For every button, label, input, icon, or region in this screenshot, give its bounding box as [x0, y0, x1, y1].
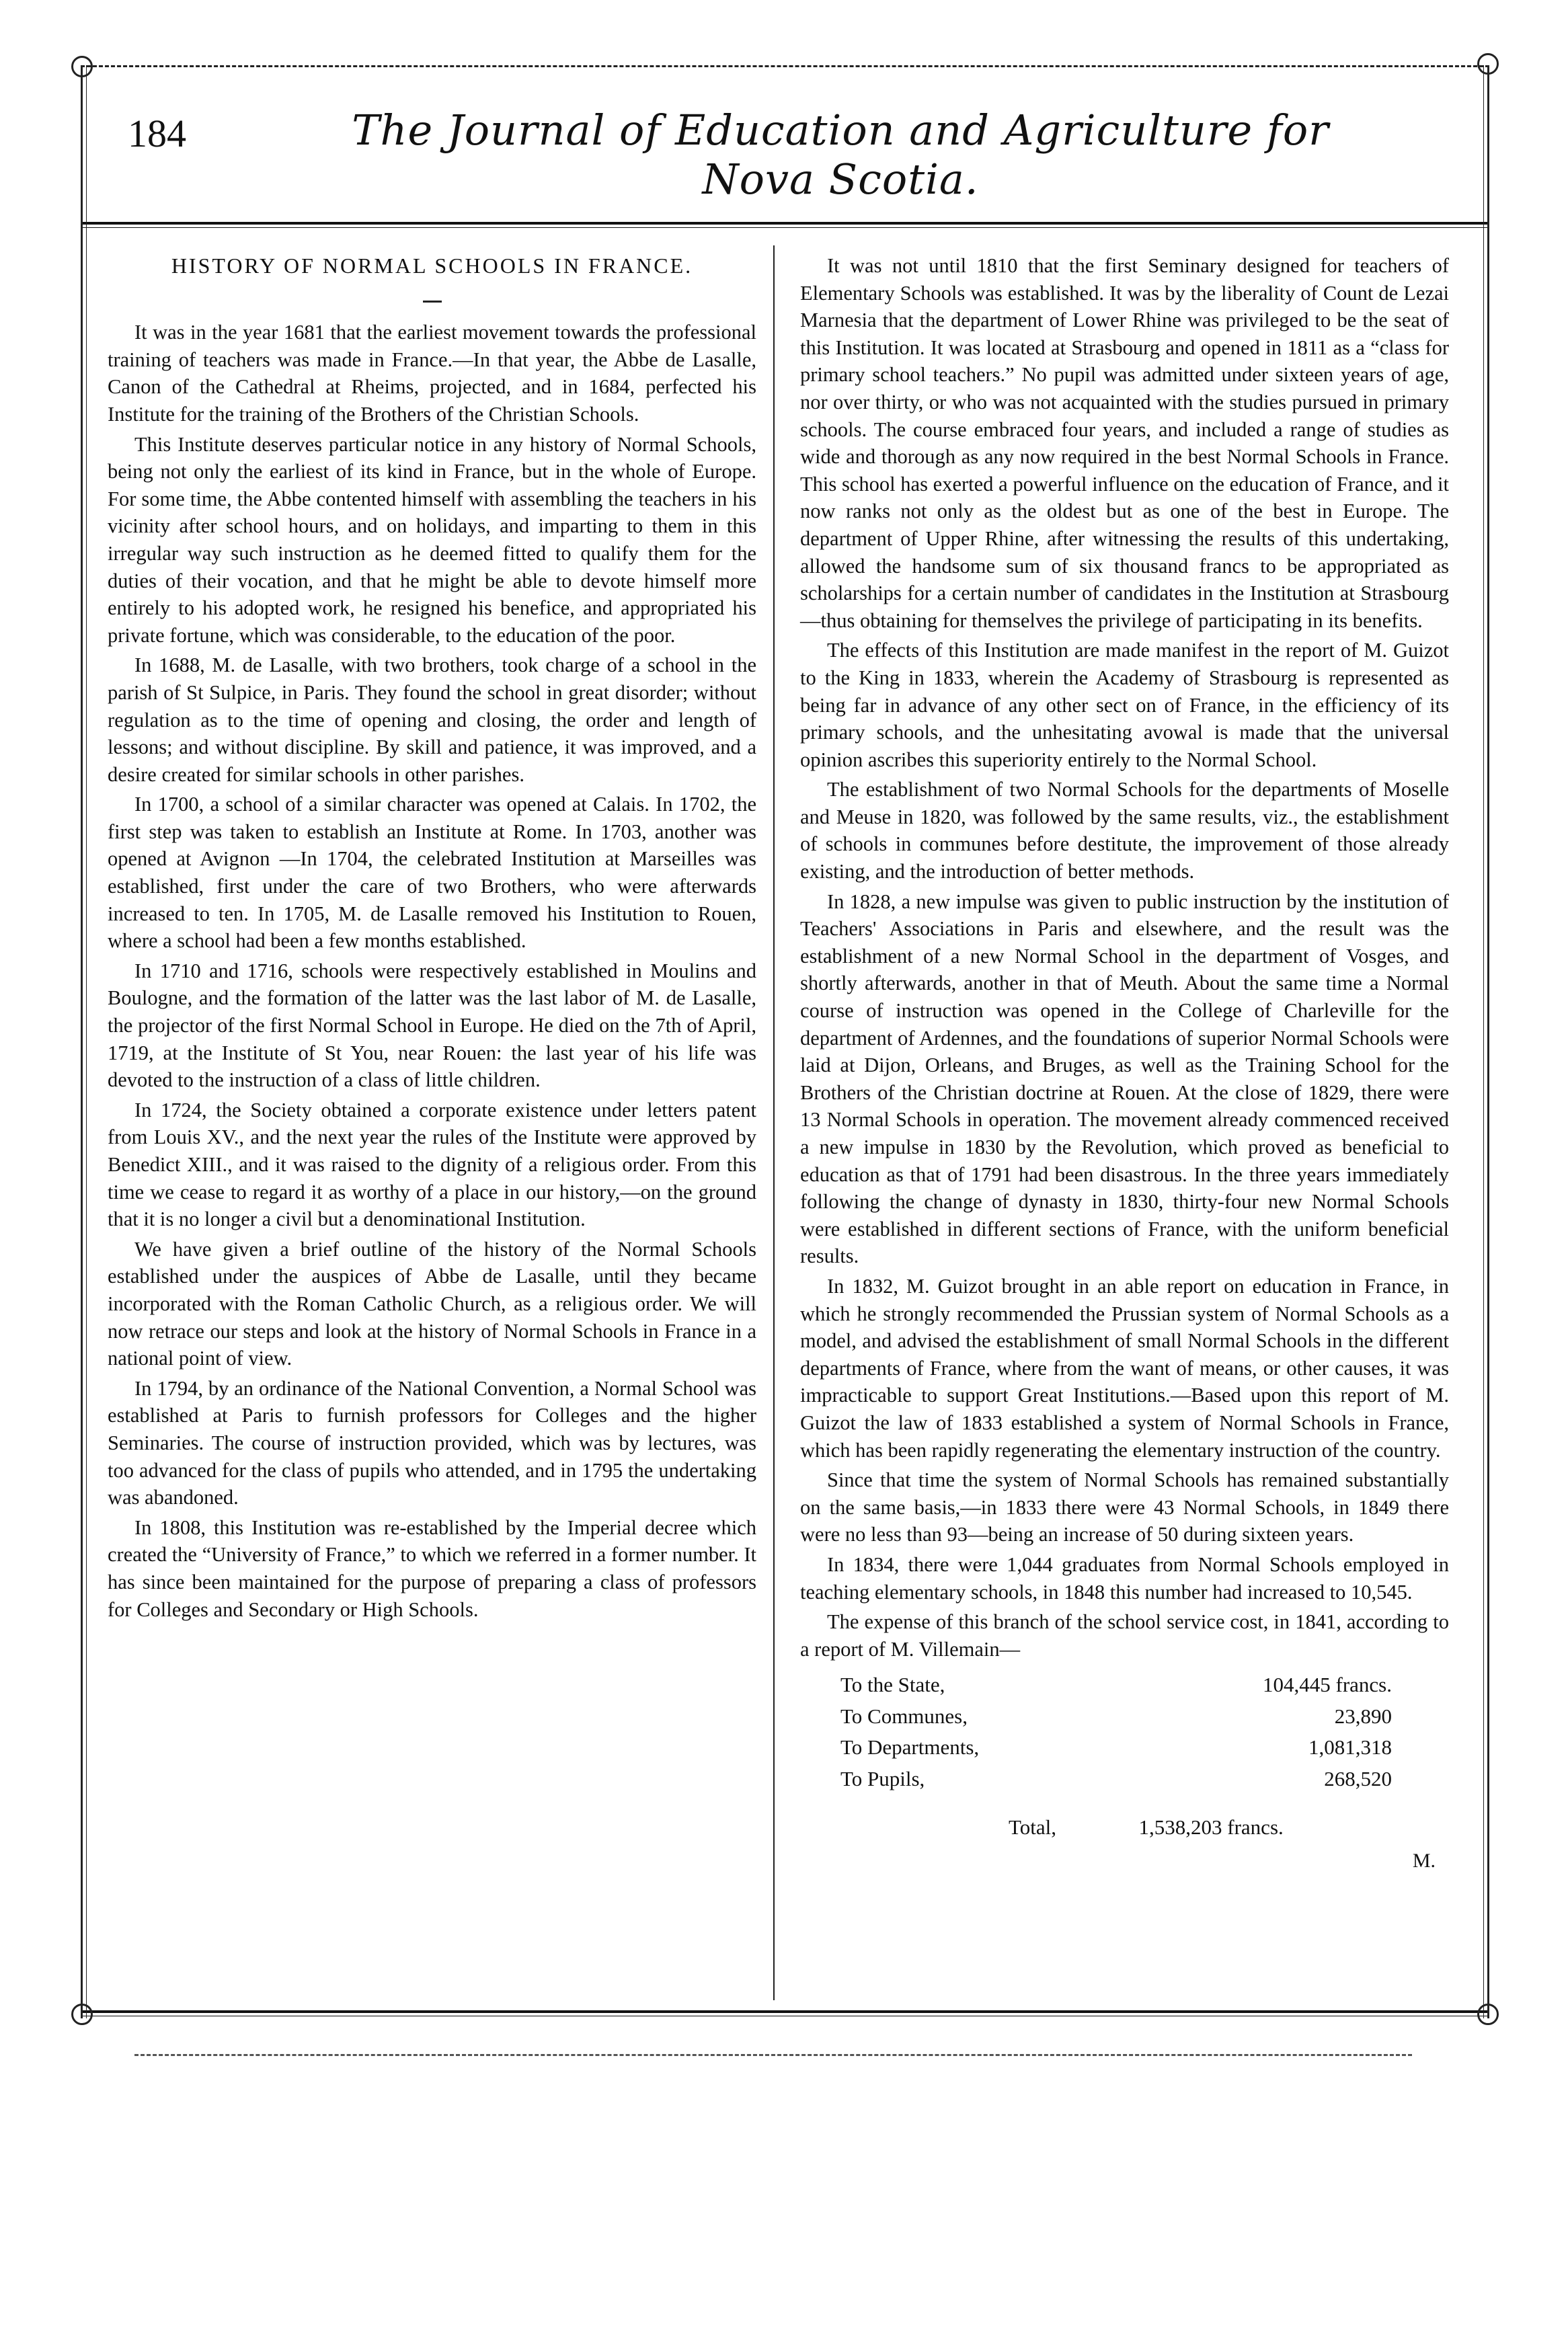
paragraph: In 1724, the Society obtained a corporate existence under letters patent from Louis XV., and the next year the rules of the Institute were approved by Benedict XIII., and it was raised to the dignity of a religious order. From this time we cease to regard it as worthy of a place in our history,—on the ground that it is no longer a civil but a denominational Institution.	[108, 1098, 756, 1231]
cost-label: To Communes,	[840, 1704, 968, 1728]
paragraph: This Institute deserves particular notice in any history of Normal Schools, being not only the earliest of its kind in France, but in the whole of Europe. For some time, the Abbe contented himself with assembling the teachers in his vicinity after school hours, and on holidays, and imparting to them in this irregular way such instruction as he deemed fitted to qualify them for the duties of their vocation, and that he might be able to devote himself more entirely to his adopted work, he resigned his benefice, and appropriated his private fortune, which was considerable, to the education of the poor.	[108, 432, 756, 647]
corner-ornament-icon	[1477, 2004, 1499, 2025]
header-rule	[81, 222, 1489, 225]
paragraph: The expense of this branch of the school service cost, in 1841, according to a report of M. Villemain—	[800, 1610, 1449, 1661]
paragraph: In 1808, this Institution was re-established by the Imperial decree which created the “University of France,” to which we referred in a former number. It has since been maintained for the purpose of preparing a class of professors for Colleges and Secondary or High Schools.	[108, 1515, 756, 1621]
article-title: HISTORY OF NORMAL SCHOOLS IN FRANCE.	[171, 253, 693, 278]
cost-total	[1009, 1814, 1449, 1842]
paragraph: In 1794, by an ordinance of the National Convention, a Normal School was established at Paris to furnish professors for Colleges and the higher Seminaries. The course of instruction provided, which was by lectures, was too advanced for the class of pupils who attended, and in 1795 the undertaking was abandoned.	[108, 1376, 756, 1509]
cost-label: To Pupils,	[840, 1767, 925, 1791]
footer-rule	[81, 2010, 1489, 2013]
bottom-dashed-rule	[134, 2054, 1412, 2056]
corner-ornament-icon	[71, 56, 93, 77]
total-amount: 1,538,203 francs.	[1138, 1815, 1284, 1839]
paragraph: In 1688, M. de Lasalle, with two brothers, took charge of a school in the parish of St Sulpice, in Paris. They found the school in great disorder; without regulation as to the time of opening and closing, the order and length of lessons; and without discipline. By skill and patience, it was improved, and a desire created for similar schools in other parishes.	[108, 654, 756, 786]
paragraph: The establishment of two Normal Schools for the departments of Moselle and Meuse in 1820, was followed by the same results, viz., the establishment of schools in communes before destitute, the improvement of those already existing, and the introduction of better methods.	[800, 778, 1449, 883]
header-rule-thin	[81, 227, 1489, 228]
total-label: Total,	[1009, 1815, 1057, 1839]
cost-amount: 268,520	[1324, 1767, 1392, 1791]
paragraph: The effects of this Institution are made manifest in the report of M. Guizot to the King in 1833, wherein the Academy of Strasbourg is represented as being far in advance of any other sect on of France, in the efficiency of its primary schools, and the unhesitating avowal is made that the universal opinion ascribes this superiority entirely to the Normal School.	[800, 639, 1449, 771]
signoff: M.	[1412, 1850, 1436, 1872]
title-dash	[108, 282, 756, 310]
corner-ornament-icon	[71, 2004, 93, 2025]
paragraph: In 1834, there were 1,044 graduates from Normal Schools employed in teaching elementary schools, in 1848 this number had increased to 10,545.	[800, 1552, 1449, 1604]
paragraph: In 1710 and 1716, schools were respectively established in Moulins and Boulogne, and the formation of the latter was the last labor of M. de Lasalle, the projector of the first Normal School in Europe. He died on the 7th of April, 1719, at the Institute of St You, near Rouen: the last year of his life was devoted to the instruction of a class of little children.	[108, 959, 756, 1092]
cost-label: To Departments,	[840, 1735, 980, 1760]
page-frame	[81, 57, 1489, 2074]
paragraph: It was in the year 1681 that the earliest movement towards the professional training of teachers was made in France.—In that year, the Abbe de Lasalle, Canon of the Cathedral at Rheims, projected, and in 1684, perfected his Institute for the training of the Brothers of the Christian Schools.	[108, 321, 756, 426]
cost-amount: 23,890	[1334, 1704, 1392, 1728]
cost-row	[840, 1669, 1392, 1701]
cost-amount: 1,081,318	[1308, 1735, 1392, 1760]
left-border-inner	[86, 65, 87, 2018]
paragraph: It was not until 1810 that the first Seminary designed for teachers of Elementary Schools was established. It was by the liberality of Count de Lezai Marnesia that the department of Lower Rhine was privileged to be the seat of this Institution. It was located at Strasbourg and opened in 1811 as a “class for primary school teachers.” No pupil was admitted under sixteen years of age, nor over thirty, or who was not acquainted with the studies pursued in primary schools. The course embraced four years, and included a range of studies as wide and thorough as any now required in the best Normal Schools in France. This school has exerted a powerful influence on the education of France, and it now ranks not only as the oldest but as one of the best in Europe. The department of Upper Rhine, after witnessing the results of this undertaking, allowed the handsome sum of six thousand francs to be appropriated as scholarships for a certain number of candidates in the Institution at Strasbourg—thus obtaining for themselves the privilege of participating in its benefits.	[800, 254, 1449, 632]
cost-row	[840, 1701, 1392, 1733]
paragraph: In 1832, M. Guizot brought in an able report on education in France, in which he strongly recommended the Prussian system of Normal Schools as a model, and advised the establishment of small Normal Schools in the different departments of France, where from the want of means, or other causes, it was impracticable to support Great Institutions.—Based upon this report of M. Guizot the law of 1833 established a system of Normal Schools in France, which has been rapidly regenerating the elementary instruction of the country.	[800, 1274, 1449, 1462]
page-number: 184	[128, 112, 186, 155]
column-divider	[773, 245, 775, 2000]
paragraph: In 1828, a new impulse was given to public instruction by the institution of Teachers' Associations in Paris and elsewhere, and the result was the establishment of a new Normal School in the department of Vosges, and shortly afterwards, another in that of Meuth. About the same time a Normal course of instruction was opened in the College of Charleville for the department of Ardennes, and the foundations of superior Normal Schools were laid at Dijon, Orleans, and Bruges, as well as the Training School for the Brothers of the Christian doctrine at Rouen. At the close of 1829, there were 13 Normal Schools in operation. The movement already commenced received a new impulse in 1830 by the Revolution, which proved as beneficial to education as that of 1791 had been disastrous. In the three years immediately following the change of dynasty in 1830, thirty-four new Normal Schools were established in different sections of France, with the uniform beneficial results.	[800, 890, 1449, 1268]
top-dashed-rule	[81, 65, 1489, 67]
paragraph: We have given a brief outline of the history of the Normal Schools established under the auspices of Abbe de Lasalle, until they became incorporated with the Roman Catholic Church, as a religious order. We will now retrace our steps and look at the history of Normal Schools in France in a national point of view.	[108, 1237, 756, 1370]
left-column	[108, 252, 756, 1626]
right-border-inner	[1483, 65, 1484, 2018]
right-column	[800, 252, 1449, 1875]
cost-row	[840, 1764, 1392, 1795]
right-border	[1487, 65, 1489, 2018]
cost-label: To the State,	[840, 1673, 945, 1697]
left-border	[81, 65, 83, 2018]
running-head: The Journal of Education and Agriculture for Nova Scotia.	[352, 106, 1329, 204]
cost-amount: 104,445 francs.	[1263, 1673, 1392, 1697]
cost-table	[840, 1669, 1392, 1794]
right-paragraphs	[800, 252, 1449, 1663]
left-paragraphs	[108, 319, 756, 1623]
paragraph: In 1700, a school of a similar character was opened at Calais. In 1702, the first step was taken to establish an Institute at Rome. In 1703, another was opened at Avignon —In 1704, the celebrated Institution at Marseilles was established, first under the care of two Brothers, who were afterwards increased to ten. In 1705, M. de Lasalle removed his Institution to Rouen, where a school had been a few months established.	[108, 793, 756, 953]
corner-ornament-icon	[1477, 53, 1499, 75]
cost-row	[840, 1732, 1392, 1764]
paragraph: Since that time the system of Normal Schools has remained substantially on the same basis,—in 1833 there were 43 Normal Schools, in 1849 there were no less than 93—being an increase of 50 during sixteen years.	[800, 1468, 1449, 1546]
